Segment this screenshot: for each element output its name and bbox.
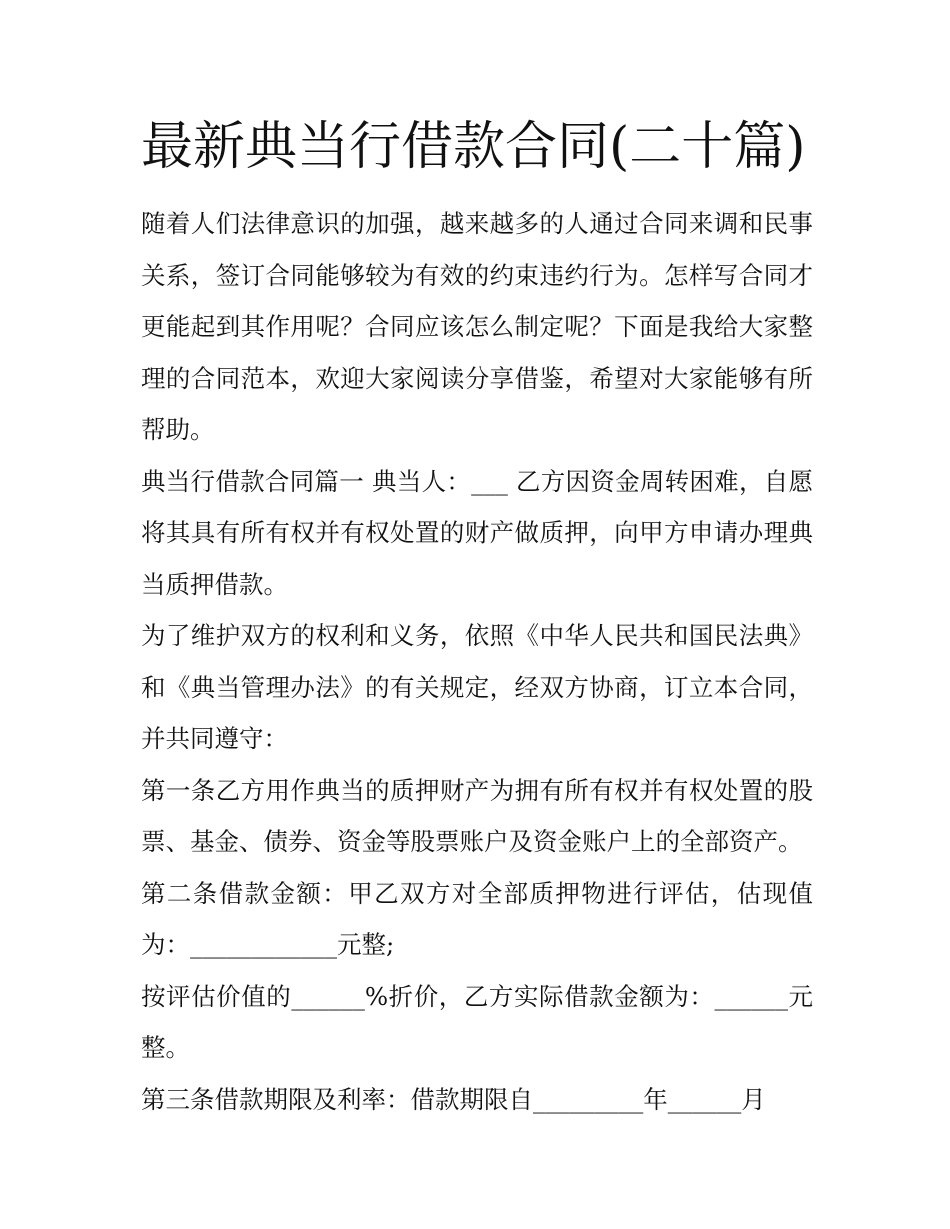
paragraph-article-two: 第二条借款金额：甲乙双方对全部质押物进行评估，估现值为：____________元整; bbox=[141, 878, 813, 959]
paragraph-legal-basis: 为了维护双方的权利和义务，依照《中华人民共和国民法典》和《典当管理办法》的有关规定，经双方协商，订立本合同，并共同遵守： bbox=[141, 621, 813, 753]
paragraph-article-one: 第一条乙方用作典当的质押财产为拥有所有权并有权处置的股票、基金、债券、资金等股票账户及资金账户上的全部资产。 bbox=[141, 775, 813, 856]
paragraph-article-three: 第三条借款期限及利率：借款期限自_________年______月 bbox=[141, 1084, 766, 1114]
paragraph-contract-one: 典当行借款合同篇一 典当人：___ 乙方因资金周转困难，自愿将其具有所有权并有权处置的财产做质押，向甲方申请办理典当质押借款。 bbox=[141, 466, 813, 599]
document-page bbox=[141, 112, 813, 1125]
paragraph-discount: 按评估价值的______%折价，乙方实际借款金额为：______元整。 bbox=[141, 981, 813, 1062]
document-title: 最新典当行借款合同(二十篇) bbox=[141, 117, 806, 177]
paragraph-intro: 随着人们法律意识的加强，越来越多的人通过合同来调和民事关系，签订合同能够较为有效的约束违约行为。怎样写合同才更能起到其作用呢？合同应该怎么制定呢？下面是我给大家整理的合同范本，欢迎大家阅读分享借鉴，希望对大家能够有所帮助。 bbox=[141, 209, 813, 444]
